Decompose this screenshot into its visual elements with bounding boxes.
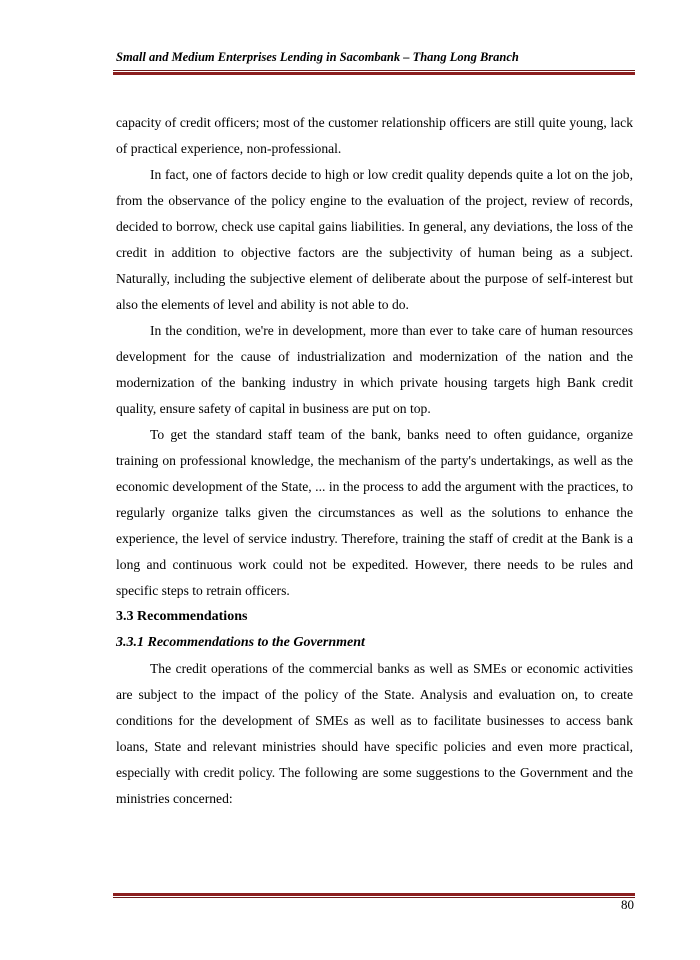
running-header-title: Small and Medium Enterprises Lending in Sacombank – Thang Long Branch [116,50,519,64]
page-body [116,110,633,812]
paragraph-continued: capacity of credit officers; most of the customer relationship officers are still quite young, lack of practical experience, non-professional. [116,115,633,156]
section-heading: 3.3 Recommendations [116,609,248,624]
page-number: 80 [621,897,634,912]
header-rule [113,70,635,75]
paragraph-human-resources: In the condition, we're in development, more than ever to take care of human resources development for the cause of industrialization and modernization of the nation and the modernization of the banking industry in which private housing targets high Bank credit quality, ensure safety of capital in business are put on top. [116,323,633,416]
subsection-heading: 3.3.1 Recommendations to the Government [116,635,365,650]
paragraph-staff-training: To get the standard staff team of the bank, banks need to often guidance, organize training on professional knowledge, the mechanism of the party's undertakings, as well as the economic development of the State, ... in the process to add the argument with the practices, to regularly organize talks given the circumstances as well as the solutions to enhance the experience, the level of service industry. Therefore, training the staff of credit at the Bank is a long and continuous work could not be expedited. However, there needs to be rules and specific steps to retrain officers. [116,427,633,598]
paragraph-government-recommendations: The credit operations of the commercial banks as well as SMEs or economic activities are subject to the impact of the policy of the State. Analysis and evaluation on, to create conditions for the development of SMEs as well as to facilitate businesses to access bank loans, State and relevant ministries should have specific policies and even more practical, especially with credit policy. The following are some suggestions to the Government and the ministries concerned: [116,661,633,806]
footer-rule [113,893,635,898]
paragraph-credit-quality: In fact, one of factors decide to high or low credit quality depends quite a lot on the job, from the observance of the policy engine to the evaluation of the project, review of records, decided to borrow, check use capital gains liabilities. In general, any deviations, the loss of the credit in addition to objective factors are the subjectivity of human being as a subject. Naturally, including the subjective element of deliberate about the purpose of self-interest but also the elements of level and ability is not able to do. [116,167,633,312]
